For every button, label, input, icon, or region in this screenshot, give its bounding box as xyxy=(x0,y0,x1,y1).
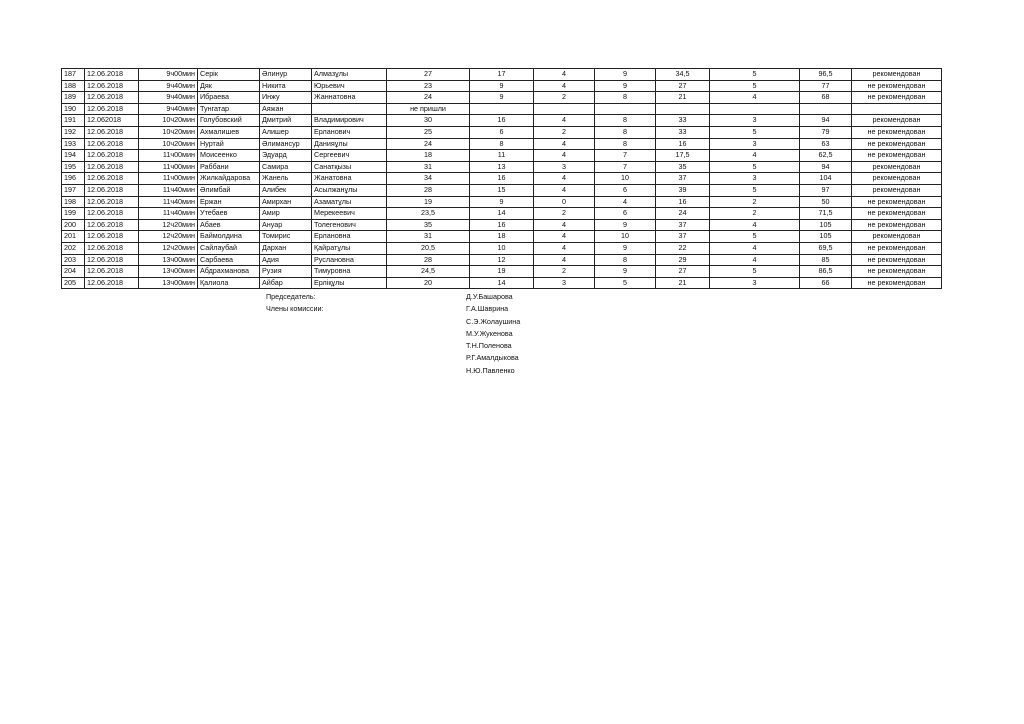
first-name-cell: Ануар xyxy=(260,219,312,231)
score-4-cell: 5 xyxy=(595,277,656,289)
last-name-cell: Моисеенко xyxy=(198,150,260,162)
total-score-cell: 96,5 xyxy=(800,69,852,81)
recommendation-cell: рекомендован xyxy=(852,161,942,173)
row-number-cell: 188 xyxy=(62,80,85,92)
score-5-cell: 21 xyxy=(656,92,710,104)
score-3-cell: 4 xyxy=(534,254,595,266)
last-name-cell: Серік xyxy=(198,69,260,81)
exam-time-cell: 10ч20мин xyxy=(139,115,198,127)
total-score-cell: 77 xyxy=(800,80,852,92)
score-5-cell: 17,5 xyxy=(656,150,710,162)
row-number-cell: 187 xyxy=(62,69,85,81)
score-5-cell: 27 xyxy=(656,266,710,278)
exam-date-cell: 12.06.2018 xyxy=(85,196,139,208)
total-score-cell: 69,5 xyxy=(800,242,852,254)
score-4-cell: 8 xyxy=(595,138,656,150)
first-name-cell: Айбар xyxy=(260,277,312,289)
score-4-cell: 8 xyxy=(595,115,656,127)
patronymic-cell: Руслановна xyxy=(312,254,387,266)
patronymic-cell: Сергеевич xyxy=(312,150,387,162)
last-name-cell: Нуртай xyxy=(198,138,260,150)
signature-name: Т.Н.Поленова xyxy=(466,341,512,351)
score-5-cell: 24 xyxy=(656,208,710,220)
exam-time-cell: 13ч00мин xyxy=(139,277,198,289)
score-6-cell: 4 xyxy=(710,219,800,231)
row-number-cell: 191 xyxy=(62,115,85,127)
signature-names xyxy=(466,292,616,378)
score-1-cell: 28 xyxy=(387,254,470,266)
exam-date-cell: 12.06.2018 xyxy=(85,80,139,92)
score-1-cell: 34 xyxy=(387,173,470,185)
table-row xyxy=(62,161,942,173)
total-score-cell xyxy=(800,103,852,115)
last-name-cell: Жилкайдарова xyxy=(198,173,260,185)
score-3-cell: 4 xyxy=(534,173,595,185)
patronymic-cell: Қайратұлы xyxy=(312,242,387,254)
score-2-cell: 14 xyxy=(470,208,534,220)
recommendation-cell: рекомендован xyxy=(852,173,942,185)
exam-date-cell: 12.06.2018 xyxy=(85,184,139,196)
exam-date-cell: 12.06.2018 xyxy=(85,161,139,173)
score-2-cell: 10 xyxy=(470,242,534,254)
exam-time-cell: 9ч40мин xyxy=(139,80,198,92)
last-name-cell: Голубовский xyxy=(198,115,260,127)
patronymic-cell: Ерланович xyxy=(312,126,387,138)
exam-date-cell: 12.06.2018 xyxy=(85,231,139,243)
score-4-cell xyxy=(595,103,656,115)
score-1-cell: 31 xyxy=(387,161,470,173)
exam-time-cell: 11ч40мин xyxy=(139,208,198,220)
score-4-cell: 10 xyxy=(595,173,656,185)
score-3-cell: 2 xyxy=(534,92,595,104)
first-name-cell: Томирис xyxy=(260,231,312,243)
score-1-cell: 24 xyxy=(387,92,470,104)
exam-time-cell: 12ч20мин xyxy=(139,231,198,243)
recommendation-cell: рекомендован xyxy=(852,231,942,243)
total-score-cell: 105 xyxy=(800,219,852,231)
first-name-cell: Эдуард xyxy=(260,150,312,162)
total-score-cell: 86,5 xyxy=(800,266,852,278)
row-number-cell: 198 xyxy=(62,196,85,208)
first-name-cell: Аяжан xyxy=(260,103,312,115)
total-score-cell: 105 xyxy=(800,231,852,243)
table-row xyxy=(62,126,942,138)
score-6-cell xyxy=(710,103,800,115)
score-1-cell: 35 xyxy=(387,219,470,231)
patronymic-cell: Алмазұлы xyxy=(312,69,387,81)
row-number-cell: 192 xyxy=(62,126,85,138)
score-4-cell: 9 xyxy=(595,266,656,278)
score-4-cell: 9 xyxy=(595,242,656,254)
score-2-cell: 14 xyxy=(470,277,534,289)
score-5-cell: 34,5 xyxy=(656,69,710,81)
score-2-cell: 8 xyxy=(470,138,534,150)
score-1-cell: 28 xyxy=(387,184,470,196)
recommendation-cell: рекомендован xyxy=(852,69,942,81)
score-4-cell: 6 xyxy=(595,208,656,220)
row-number-cell: 200 xyxy=(62,219,85,231)
score-2-cell xyxy=(470,103,534,115)
first-name-cell: Никита xyxy=(260,80,312,92)
row-number-cell: 193 xyxy=(62,138,85,150)
score-4-cell: 9 xyxy=(595,69,656,81)
first-name-cell: Инжу xyxy=(260,92,312,104)
first-name-cell: Самира xyxy=(260,161,312,173)
recommendation-cell: не рекомендован xyxy=(852,196,942,208)
row-number-cell: 197 xyxy=(62,184,85,196)
patronymic-cell: Азаматұлы xyxy=(312,196,387,208)
first-name-cell: Амир xyxy=(260,208,312,220)
score-3-cell: 4 xyxy=(534,69,595,81)
score-5-cell xyxy=(656,103,710,115)
score-5-cell: 29 xyxy=(656,254,710,266)
last-name-cell: Баймолдина xyxy=(198,231,260,243)
recommendation-cell: не рекомендован xyxy=(852,219,942,231)
table-row xyxy=(62,184,942,196)
exam-date-cell: 12.06.2018 xyxy=(85,219,139,231)
score-3-cell: 3 xyxy=(534,161,595,173)
exam-time-cell: 11ч00мин xyxy=(139,173,198,185)
table-row xyxy=(62,242,942,254)
score-5-cell: 33 xyxy=(656,115,710,127)
score-6-cell: 4 xyxy=(710,92,800,104)
row-number-cell: 203 xyxy=(62,254,85,266)
patronymic-cell: Асылжанұлы xyxy=(312,184,387,196)
row-number-cell: 189 xyxy=(62,92,85,104)
score-2-cell: 16 xyxy=(470,115,534,127)
exam-date-cell: 12.06.2018 xyxy=(85,277,139,289)
row-number-cell: 204 xyxy=(62,266,85,278)
score-1-cell: 20,5 xyxy=(387,242,470,254)
table-row xyxy=(62,92,942,104)
last-name-cell: Утебаев xyxy=(198,208,260,220)
score-5-cell: 16 xyxy=(656,138,710,150)
first-name-cell: Алибек xyxy=(260,184,312,196)
total-score-cell: 50 xyxy=(800,196,852,208)
score-1-cell: 20 xyxy=(387,277,470,289)
score-3-cell: 4 xyxy=(534,184,595,196)
exam-time-cell: 11ч00мин xyxy=(139,150,198,162)
score-5-cell: 33 xyxy=(656,126,710,138)
table-row xyxy=(62,254,942,266)
first-name-cell: Алишер xyxy=(260,126,312,138)
recommendation-cell: не рекомендован xyxy=(852,277,942,289)
row-number-cell: 195 xyxy=(62,161,85,173)
table-row xyxy=(62,196,942,208)
recommendation-cell: не рекомендован xyxy=(852,126,942,138)
first-name-cell: Жанель xyxy=(260,173,312,185)
table-row xyxy=(62,103,942,115)
score-1-cell: 23 xyxy=(387,80,470,92)
score-5-cell: 21 xyxy=(656,277,710,289)
score-6-cell: 3 xyxy=(710,173,800,185)
score-3-cell: 4 xyxy=(534,138,595,150)
score-4-cell: 7 xyxy=(595,161,656,173)
last-name-cell: Ибраева xyxy=(198,92,260,104)
recommendation-cell: не рекомендован xyxy=(852,242,942,254)
score-6-cell: 5 xyxy=(710,161,800,173)
patronymic-cell: Мерекеевич xyxy=(312,208,387,220)
table-row xyxy=(62,266,942,278)
exam-time-cell: 13ч00мин xyxy=(139,254,198,266)
table-row xyxy=(62,231,942,243)
signature-name: Д.У.Башарова xyxy=(466,292,513,301)
score-3-cell: 3 xyxy=(534,277,595,289)
last-name-cell: Сайлаубай xyxy=(198,242,260,254)
score-2-cell: 16 xyxy=(470,219,534,231)
recommendation-cell: не рекомендован xyxy=(852,266,942,278)
last-name-cell: Тунгатар xyxy=(198,103,260,115)
first-name-cell: Дмитрий xyxy=(260,115,312,127)
score-1-cell: 24 xyxy=(387,138,470,150)
score-2-cell: 15 xyxy=(470,184,534,196)
score-5-cell: 27 xyxy=(656,80,710,92)
score-1-cell: не пришли xyxy=(387,103,470,115)
score-1-cell: 18 xyxy=(387,150,470,162)
score-4-cell: 7 xyxy=(595,150,656,162)
table-row xyxy=(62,138,942,150)
exam-date-cell: 12.06.2018 xyxy=(85,254,139,266)
last-name-cell: Абдрахманова xyxy=(198,266,260,278)
first-name-cell: Рузия xyxy=(260,266,312,278)
exam-time-cell: 11ч00мин xyxy=(139,161,198,173)
exam-time-cell: 9ч40мин xyxy=(139,92,198,104)
score-5-cell: 39 xyxy=(656,184,710,196)
exam-date-cell: 12.06.2018 xyxy=(85,69,139,81)
signature-name: С.Э.Жолаушина xyxy=(466,316,521,326)
results-table-body xyxy=(62,69,942,289)
total-score-cell: 104 xyxy=(800,173,852,185)
score-6-cell: 4 xyxy=(710,242,800,254)
exam-time-cell: 11ч40мин xyxy=(139,184,198,196)
last-name-cell: Қалиола xyxy=(198,277,260,289)
score-4-cell: 8 xyxy=(595,254,656,266)
exam-date-cell: 12.06.2018 xyxy=(85,126,139,138)
exam-time-cell: 10ч20мин xyxy=(139,126,198,138)
score-1-cell: 23,5 xyxy=(387,208,470,220)
score-6-cell: 4 xyxy=(710,254,800,266)
score-4-cell: 4 xyxy=(595,196,656,208)
score-2-cell: 6 xyxy=(470,126,534,138)
signature-name: Н.Ю.Павленко xyxy=(466,365,515,375)
score-6-cell: 3 xyxy=(710,115,800,127)
score-5-cell: 16 xyxy=(656,196,710,208)
score-6-cell: 2 xyxy=(710,208,800,220)
score-1-cell: 27 xyxy=(387,69,470,81)
patronymic-cell: Толегенович xyxy=(312,219,387,231)
exam-date-cell: 12.06.2018 xyxy=(85,266,139,278)
score-4-cell: 9 xyxy=(595,80,656,92)
recommendation-cell: не рекомендован xyxy=(852,138,942,150)
score-2-cell: 16 xyxy=(470,173,534,185)
score-2-cell: 9 xyxy=(470,80,534,92)
score-3-cell: 4 xyxy=(534,242,595,254)
last-name-cell: Әлимбай xyxy=(198,184,260,196)
score-6-cell: 4 xyxy=(710,150,800,162)
score-4-cell: 8 xyxy=(595,126,656,138)
recommendation-cell: не рекомендован xyxy=(852,80,942,92)
score-1-cell: 25 xyxy=(387,126,470,138)
chairman-label: Председатель: xyxy=(266,292,316,301)
patronymic-cell: Тимуровна xyxy=(312,266,387,278)
score-3-cell: 4 xyxy=(534,231,595,243)
table-row xyxy=(62,69,942,81)
score-3-cell: 4 xyxy=(534,150,595,162)
score-6-cell: 5 xyxy=(710,69,800,81)
last-name-cell: Дяк xyxy=(198,80,260,92)
score-5-cell: 37 xyxy=(656,219,710,231)
score-6-cell: 3 xyxy=(710,138,800,150)
score-6-cell: 5 xyxy=(710,266,800,278)
row-number-cell: 202 xyxy=(62,242,85,254)
patronymic-cell: Жанатовна xyxy=(312,173,387,185)
last-name-cell: Ержан xyxy=(198,196,260,208)
score-3-cell: 4 xyxy=(534,80,595,92)
total-score-cell: 63 xyxy=(800,138,852,150)
exam-date-cell: 12.06.2018 xyxy=(85,150,139,162)
first-name-cell: Әлинур xyxy=(260,69,312,81)
row-number-cell: 201 xyxy=(62,231,85,243)
last-name-cell: Раббани xyxy=(198,161,260,173)
exam-date-cell: 12.06.2018 xyxy=(85,138,139,150)
total-score-cell: 94 xyxy=(800,161,852,173)
first-name-cell: Амирхан xyxy=(260,196,312,208)
exam-date-cell: 12.06.2018 xyxy=(85,103,139,115)
exam-time-cell: 12ч20мин xyxy=(139,219,198,231)
score-4-cell: 10 xyxy=(595,231,656,243)
first-name-cell: Адия xyxy=(260,254,312,266)
score-2-cell: 9 xyxy=(470,196,534,208)
score-2-cell: 18 xyxy=(470,231,534,243)
table-row xyxy=(62,173,942,185)
score-2-cell: 19 xyxy=(470,266,534,278)
score-3-cell: 4 xyxy=(534,219,595,231)
total-score-cell: 66 xyxy=(800,277,852,289)
first-name-cell: Әлимансур xyxy=(260,138,312,150)
score-6-cell: 5 xyxy=(710,231,800,243)
score-5-cell: 37 xyxy=(656,231,710,243)
exam-date-cell: 12.06.2018 xyxy=(85,92,139,104)
score-2-cell: 13 xyxy=(470,161,534,173)
score-4-cell: 6 xyxy=(595,184,656,196)
table-row xyxy=(62,80,942,92)
last-name-cell: Абаев xyxy=(198,219,260,231)
exam-time-cell: 13ч00мин xyxy=(139,266,198,278)
exam-time-cell: 10ч20мин xyxy=(139,138,198,150)
score-4-cell: 8 xyxy=(595,92,656,104)
recommendation-cell xyxy=(852,103,942,115)
exam-date-cell: 12.06.2018 xyxy=(85,242,139,254)
row-number-cell: 196 xyxy=(62,173,85,185)
score-2-cell: 11 xyxy=(470,150,534,162)
score-3-cell: 0 xyxy=(534,196,595,208)
table-row xyxy=(62,219,942,231)
exam-time-cell: 12ч20мин xyxy=(139,242,198,254)
patronymic-cell: Санатқызы xyxy=(312,161,387,173)
exam-date-cell: 12.06.2018 xyxy=(85,173,139,185)
total-score-cell: 62,5 xyxy=(800,150,852,162)
signature-labels xyxy=(266,292,416,317)
score-2-cell: 9 xyxy=(470,92,534,104)
table-row xyxy=(62,277,942,289)
total-score-cell: 97 xyxy=(800,184,852,196)
row-number-cell: 194 xyxy=(62,150,85,162)
patronymic-cell: Ерлановна xyxy=(312,231,387,243)
exam-time-cell: 11ч40мин xyxy=(139,196,198,208)
score-6-cell: 3 xyxy=(710,277,800,289)
table-row xyxy=(62,150,942,162)
recommendation-cell: не рекомендован xyxy=(852,254,942,266)
patronymic-cell: Данияұлы xyxy=(312,138,387,150)
patronymic-cell: Жаннатовна xyxy=(312,92,387,104)
recommendation-cell: не рекомендован xyxy=(852,208,942,220)
row-number-cell: 199 xyxy=(62,208,85,220)
total-score-cell: 79 xyxy=(800,126,852,138)
score-6-cell: 5 xyxy=(710,184,800,196)
signature-name: М.У.Жукенова xyxy=(466,328,513,338)
exam-time-cell: 9ч40мин xyxy=(139,103,198,115)
score-3-cell xyxy=(534,103,595,115)
patronymic-cell: Юрьевич xyxy=(312,80,387,92)
score-3-cell: 2 xyxy=(534,126,595,138)
recommendation-cell: рекомендован xyxy=(852,115,942,127)
score-3-cell: 2 xyxy=(534,208,595,220)
exam-date-cell: 12.062018 xyxy=(85,115,139,127)
total-score-cell: 94 xyxy=(800,115,852,127)
score-2-cell: 12 xyxy=(470,254,534,266)
score-6-cell: 5 xyxy=(710,80,800,92)
score-6-cell: 2 xyxy=(710,196,800,208)
signature-name: Р.Г.Амалдыкова xyxy=(466,353,519,363)
row-number-cell: 190 xyxy=(62,103,85,115)
score-5-cell: 35 xyxy=(656,161,710,173)
score-2-cell: 17 xyxy=(470,69,534,81)
total-score-cell: 85 xyxy=(800,254,852,266)
score-1-cell: 24,5 xyxy=(387,266,470,278)
score-4-cell: 9 xyxy=(595,219,656,231)
results-table xyxy=(61,68,942,289)
members-label: Члены комиссии: xyxy=(266,304,324,314)
total-score-cell: 71,5 xyxy=(800,208,852,220)
patronymic-cell: Ерліқұлы xyxy=(312,277,387,289)
score-1-cell: 30 xyxy=(387,115,470,127)
total-score-cell: 68 xyxy=(800,92,852,104)
score-6-cell: 5 xyxy=(710,126,800,138)
signature-name: Г.А.Шаврина xyxy=(466,304,509,314)
recommendation-cell: рекомендован xyxy=(852,184,942,196)
row-number-cell: 205 xyxy=(62,277,85,289)
score-1-cell: 19 xyxy=(387,196,470,208)
exam-date-cell: 12.06.2018 xyxy=(85,208,139,220)
first-name-cell: Дархан xyxy=(260,242,312,254)
score-3-cell: 4 xyxy=(534,115,595,127)
table-row xyxy=(62,115,942,127)
recommendation-cell: не рекомендован xyxy=(852,92,942,104)
recommendation-cell: не рекомендован xyxy=(852,150,942,162)
score-1-cell: 31 xyxy=(387,231,470,243)
patronymic-cell xyxy=(312,103,387,115)
score-3-cell: 2 xyxy=(534,266,595,278)
table-row xyxy=(62,208,942,220)
last-name-cell: Ахмалишев xyxy=(198,126,260,138)
last-name-cell: Сарбаева xyxy=(198,254,260,266)
score-5-cell: 22 xyxy=(656,242,710,254)
patronymic-cell: Владимирович xyxy=(312,115,387,127)
exam-time-cell: 9ч00мин xyxy=(139,69,198,81)
score-5-cell: 37 xyxy=(656,173,710,185)
